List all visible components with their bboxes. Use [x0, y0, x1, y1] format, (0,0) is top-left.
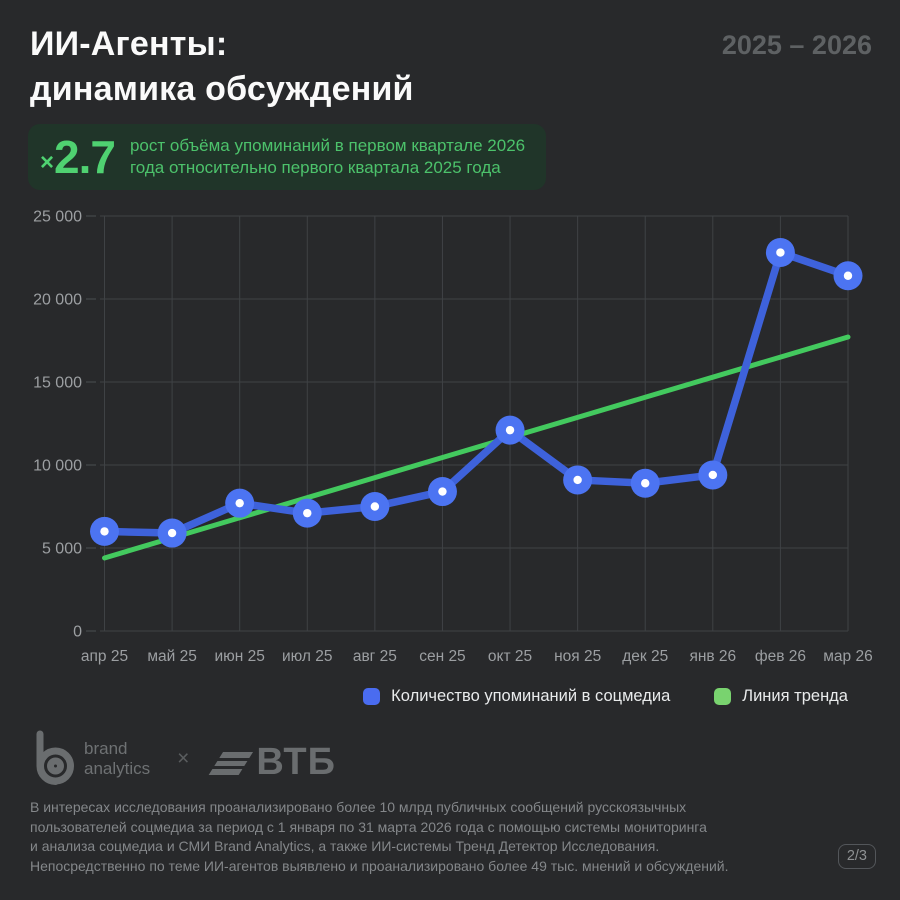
disclaimer-text — [30, 798, 729, 876]
svg-text:15 000: 15 000 — [33, 374, 82, 392]
highlight-description-line1: рост объёма упоминаний в первом квартале 2026 — [129, 135, 526, 155]
highlight-description — [130, 135, 525, 180]
svg-text:5 000: 5 000 — [41, 540, 82, 558]
svg-text:мар 26: мар 26 — [823, 648, 873, 665]
vtb-wordmark: ВТБ — [256, 740, 336, 783]
highlight-description-line2: года относительно первого квартала 2025 года — [129, 158, 501, 177]
svg-text:апр 25: апр 25 — [80, 648, 129, 665]
series-mentions — [105, 253, 849, 534]
svg-text:май 25: май 25 — [147, 648, 197, 665]
svg-text:фев 26: фев 26 — [754, 648, 806, 665]
svg-text:0: 0 — [73, 623, 82, 641]
disclaimer-line: пользователей соцмедиа за период с 1 января по 31 марта 2026 года с помощью системы мониторинга — [30, 818, 707, 835]
legend-label-trend: Линия тренда — [742, 687, 848, 705]
legend-item-mentions — [363, 687, 670, 706]
logos-row — [30, 729, 336, 789]
page-title — [30, 22, 414, 112]
svg-text:июл 25: июл 25 — [281, 648, 333, 665]
legend-item-trend — [714, 687, 848, 706]
svg-text:окт 25: окт 25 — [487, 648, 533, 665]
legend-label-mentions: Количество упоминаний в соцмедиа — [391, 687, 671, 705]
series-mentions-markers — [90, 238, 863, 548]
legend — [363, 687, 848, 706]
vtb-logo — [216, 738, 336, 781]
multiplier-sign: × — [40, 149, 55, 176]
disclaimer-line: и анализа соцмедиа и СМИ Brand Analytics, а также ИИ-системы Тренд Детектор Исследования. — [30, 838, 660, 854]
highlight-multiplier — [40, 130, 115, 184]
page-title-line1: ИИ-Агенты: — [30, 25, 228, 63]
disclaimer-line: Непосредственно по теме ИИ-агентов выявлено и проанализировано более 49 тыс. мнений и обсуждений. — [30, 857, 729, 874]
vtb-stripes-icon — [209, 752, 253, 775]
svg-text:25 000: 25 000 — [33, 208, 82, 226]
svg-text:10 000: 10 000 — [33, 457, 82, 475]
highlight-badge — [28, 124, 546, 190]
period-label: 2025 – 2026 — [721, 30, 872, 60]
svg-text:сен 25: сен 25 — [419, 648, 466, 665]
brand-analytics-wordmark: brand analytics — [84, 739, 151, 778]
brand-analytics-logo-icon — [30, 729, 74, 789]
gridlines — [33, 209, 873, 666]
svg-text:20 000: 20 000 — [33, 291, 82, 309]
series-trend — [105, 337, 849, 558]
svg-text:июн 25: июн 25 — [214, 648, 265, 665]
multiplier-value: 2.7 — [54, 131, 115, 183]
svg-text:янв 26: янв 26 — [689, 648, 737, 665]
svg-text:авг 25: авг 25 — [352, 648, 397, 665]
legend-swatch-mentions-icon — [363, 688, 380, 705]
svg-text:ноя 25: ноя 25 — [554, 648, 602, 665]
svg-text:дек 25: дек 25 — [622, 648, 669, 665]
page-number-badge: 2/3 — [838, 844, 876, 869]
disclaimer-line: В интересах исследования проанализировано более 10 млрд публичных сообщений русскоязычных — [30, 799, 687, 815]
logo-separator: × — [177, 747, 190, 770]
legend-swatch-trend-icon — [714, 688, 731, 705]
page-title-line2: динамика обсуждений — [30, 70, 414, 108]
